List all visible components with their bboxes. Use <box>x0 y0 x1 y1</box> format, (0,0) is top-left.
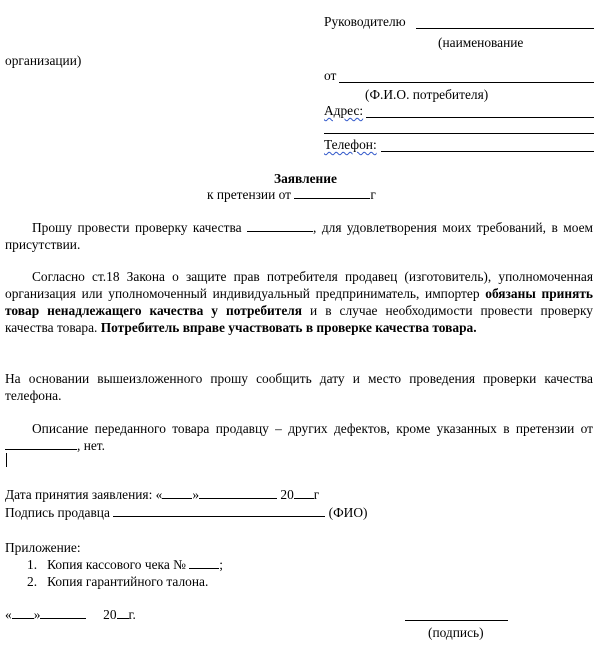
addressee-line <box>324 13 406 30</box>
phone-label-text: Телефон: <box>324 137 377 152</box>
attachment-text: Копия гарантийного талона. <box>47 574 209 589</box>
footer-day-blank[interactable] <box>12 606 34 619</box>
acceptance-date-line <box>5 486 319 503</box>
p2-start: Согласно ст.18 Закона о защите прав потребителя продавец (изготовитель), уполномоченная организация или уполномоченный индивидуальный предприниматель, импортер <box>5 269 593 301</box>
acceptance-year-suffix: г <box>313 487 320 502</box>
footer-signature-blank[interactable] <box>405 620 508 621</box>
footer-year-suffix: г. <box>128 607 136 622</box>
footer-close-quote: » <box>33 607 41 622</box>
attachment-number: 1. <box>27 557 38 572</box>
paragraph-basis: На основании вышеизложенного прошу сообщить дату и место проведения проверки качества телефона. <box>5 371 593 403</box>
phone-label <box>324 136 377 153</box>
seller-signature-line <box>5 504 367 521</box>
product-blank[interactable] <box>247 219 313 232</box>
from-label: от <box>324 68 337 83</box>
footer-date-line <box>5 606 136 623</box>
addressee-blank[interactable] <box>416 28 594 29</box>
document-subtitle <box>207 186 376 203</box>
seller-signature-blank[interactable] <box>113 504 325 517</box>
footer-signature-hint: (подпись) <box>428 625 484 640</box>
footer-year-prefix: 20 <box>103 607 117 622</box>
receipt-number-blank[interactable] <box>189 556 219 569</box>
fio-hint: (Ф.И.О. потребителя) <box>365 87 489 102</box>
paragraph-description <box>5 420 593 454</box>
p2-bold-right: Потребитель вправе участвовать в проверке качества товара. <box>100 320 477 335</box>
p2-middle: и в случае необходимости провести проверку качества товара. <box>5 303 593 335</box>
p2-bold-obligation: обязаны принять товар ненадлежащего качества у потребителя <box>5 286 593 318</box>
seller-fio-label: (ФИО) <box>328 505 368 520</box>
phone-blank[interactable] <box>381 151 594 152</box>
attachment-item <box>27 573 208 590</box>
footer-open-quote: « <box>5 607 12 622</box>
paragraph-request <box>5 219 593 253</box>
attachment-item <box>27 556 223 573</box>
address-label-text: Адрес: <box>324 103 364 118</box>
attachments-heading: Приложение: <box>5 540 81 555</box>
organization-hint: (наименование <box>438 35 524 50</box>
p4-before: Описание переданного товара продавцу – других дефектов, кроме указанных в претензии от <box>32 421 593 436</box>
text-cursor <box>6 453 7 467</box>
claim-date-blank-2[interactable] <box>5 437 77 450</box>
seller-signature-label: Подпись продавца <box>5 505 110 520</box>
p1-after: , для удовлетворения моих требований, в моем присутствии. <box>5 220 593 252</box>
month-blank[interactable] <box>199 486 277 499</box>
year-blank[interactable] <box>294 486 314 499</box>
address-blank-2[interactable] <box>324 133 594 134</box>
claim-date-blank[interactable] <box>294 186 370 199</box>
acceptance-date-close: » <box>192 487 200 502</box>
p4-after: , нет. <box>77 438 105 453</box>
acceptance-date-label: Дата принятия заявления: « <box>5 487 163 502</box>
address-label <box>324 102 363 119</box>
attachment-number: 2. <box>27 574 38 589</box>
subtitle-prefix: к претензии от <box>207 187 291 202</box>
attachment-text-end: ; <box>219 557 223 572</box>
p1-before: Прошу провести проверку качества <box>32 220 242 235</box>
acceptance-year-prefix: 20 <box>280 487 294 502</box>
footer-year-blank[interactable] <box>117 606 129 619</box>
addressee-label: Руководителю <box>324 14 406 29</box>
subtitle-suffix: г <box>370 187 376 202</box>
paragraph-law <box>5 268 593 336</box>
document-title: Заявление <box>274 171 337 186</box>
day-blank[interactable] <box>162 486 192 499</box>
organization-hint-continued: организации) <box>5 53 82 68</box>
address-blank[interactable] <box>366 117 594 118</box>
from-blank[interactable] <box>339 82 594 83</box>
footer-month-blank[interactable] <box>40 606 86 619</box>
attachment-text: Копия кассового чека № <box>47 557 186 572</box>
